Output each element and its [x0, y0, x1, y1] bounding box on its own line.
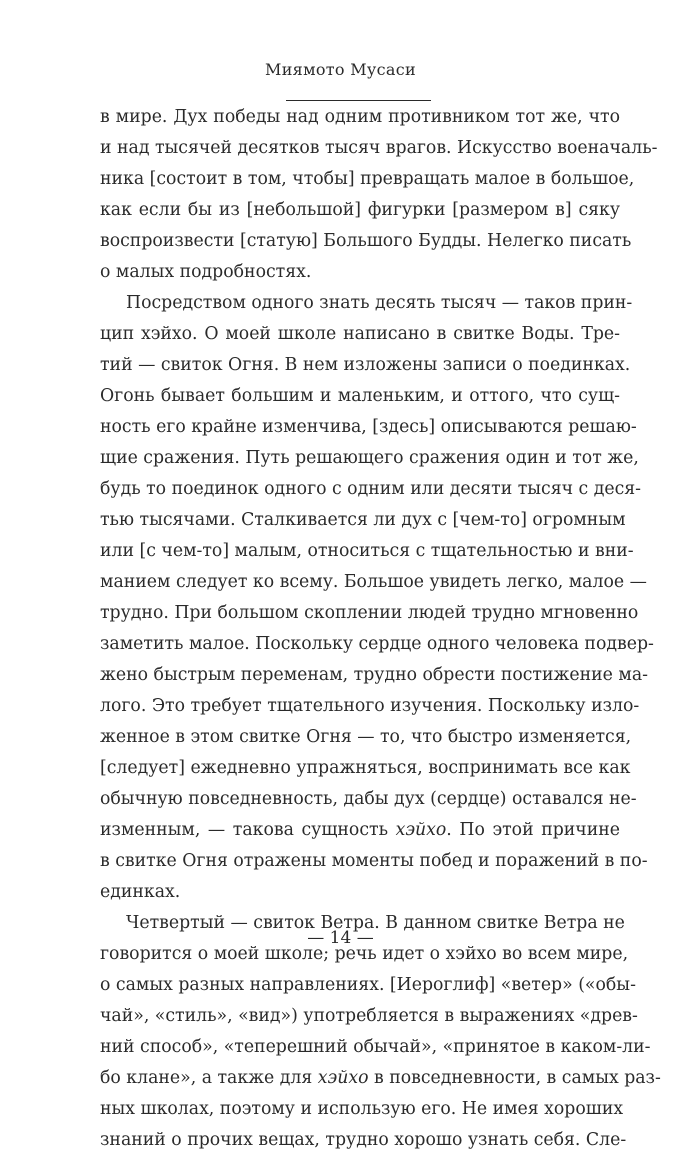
text-line: знаний о прочих вещах, трудно хорошо узнать себя. Сле-: [100, 1130, 627, 1150]
text-line: ний способ», «теперешний обычай», «принятое в каком-ли-: [100, 1037, 651, 1057]
text-line: жено быстрым переменам, трудно обрести постижение ма-: [100, 665, 648, 685]
text-line: единках.: [100, 882, 181, 902]
text-line: щие сражения. Путь решающего сражения один и тот же,: [100, 448, 639, 468]
header-rule: [286, 100, 431, 101]
text-line: [следует] ежедневно упражняться, воспринимать все как: [100, 758, 631, 778]
text-line: заметить малое. Поскольку сердце одного человека подвер-: [100, 634, 654, 654]
text-line: Четвертый — свиток Ветра. В данном свитке Ветра не: [126, 913, 625, 933]
body-text: [100, 102, 661, 1156]
text-line: обычную повседневность, дабы дух (сердце) оставался не-: [100, 789, 637, 809]
text-line: бо клане», а также для хэйхо в повседневности, в самых раз-: [100, 1068, 661, 1088]
text-line: о малых подробностях.: [100, 262, 312, 282]
text-line: Огонь бывает большим и маленьким, и оттого, что сущ-: [100, 386, 620, 406]
text-line: тий — свиток Огня. В нем изложены записи о поединках.: [100, 355, 631, 375]
text-line: ность его крайне изменчива, [здесь] описываются решаю-: [100, 417, 637, 437]
italic-term: хэйхо: [317, 1068, 369, 1088]
text-line: воспроизвести [статую] Большого Будды. Нелегко писать: [100, 231, 632, 251]
text-line: говорится о моей школе; речь идет о хэйхо во всем мире,: [100, 944, 629, 964]
text-line: и над тысячей десятков тысяч врагов. Искусство военачаль-: [100, 138, 658, 158]
text-line: чай», «стиль», «вид») употребляется в выражениях «древ-: [100, 1006, 638, 1026]
text-line: трудно. При большом скоплении людей трудно мгновенно: [100, 603, 639, 623]
text-line: как если бы из [небольшой] фигурки [размером в] сяку: [100, 200, 620, 220]
text-line: тью тысячами. Сталкивается ли дух с [чем-то] огромным: [100, 510, 626, 530]
text-line: женное в этом свитке Огня — то, что быстро изменяется,: [100, 727, 632, 747]
text-line: манием следует ко всему. Большое увидеть легко, малое —: [100, 572, 647, 592]
text-line: в мире. Дух победы над одним противником тот же, что: [100, 107, 620, 127]
text-line: ника [состоит в том, чтобы] превращать малое в большое,: [100, 169, 635, 189]
running-head-author: Миямото Мусаси: [265, 60, 416, 79]
italic-term: хэйхо: [395, 820, 447, 840]
text-line: будь то поединок одного с одним или десяти тысяч с деся-: [100, 479, 642, 499]
text-line: Посредством одного знать десять тысяч — таков прин-: [126, 293, 633, 313]
text-line: или [с чем-то] малым, относиться с тщательностью и вни-: [100, 541, 634, 561]
text-line: ных школах, поэтому и использую его. Не имея хороших: [100, 1099, 624, 1119]
text-line: изменным, — такова сущность хэйхо. По этой причине: [100, 820, 620, 840]
text-line: лого. Это требует тщательного изучения. Поскольку изло-: [100, 696, 640, 716]
text-line: о самых разных направлениях. [Иероглиф] «ветер» («обы-: [100, 975, 636, 995]
text-line: в свитке Огня отражены моменты побед и поражений в по-: [100, 851, 648, 871]
text-line: цип хэйхо. О моей школе написано в свитке Воды. Тре-: [100, 324, 620, 344]
page-number: — 14 —: [307, 928, 374, 948]
